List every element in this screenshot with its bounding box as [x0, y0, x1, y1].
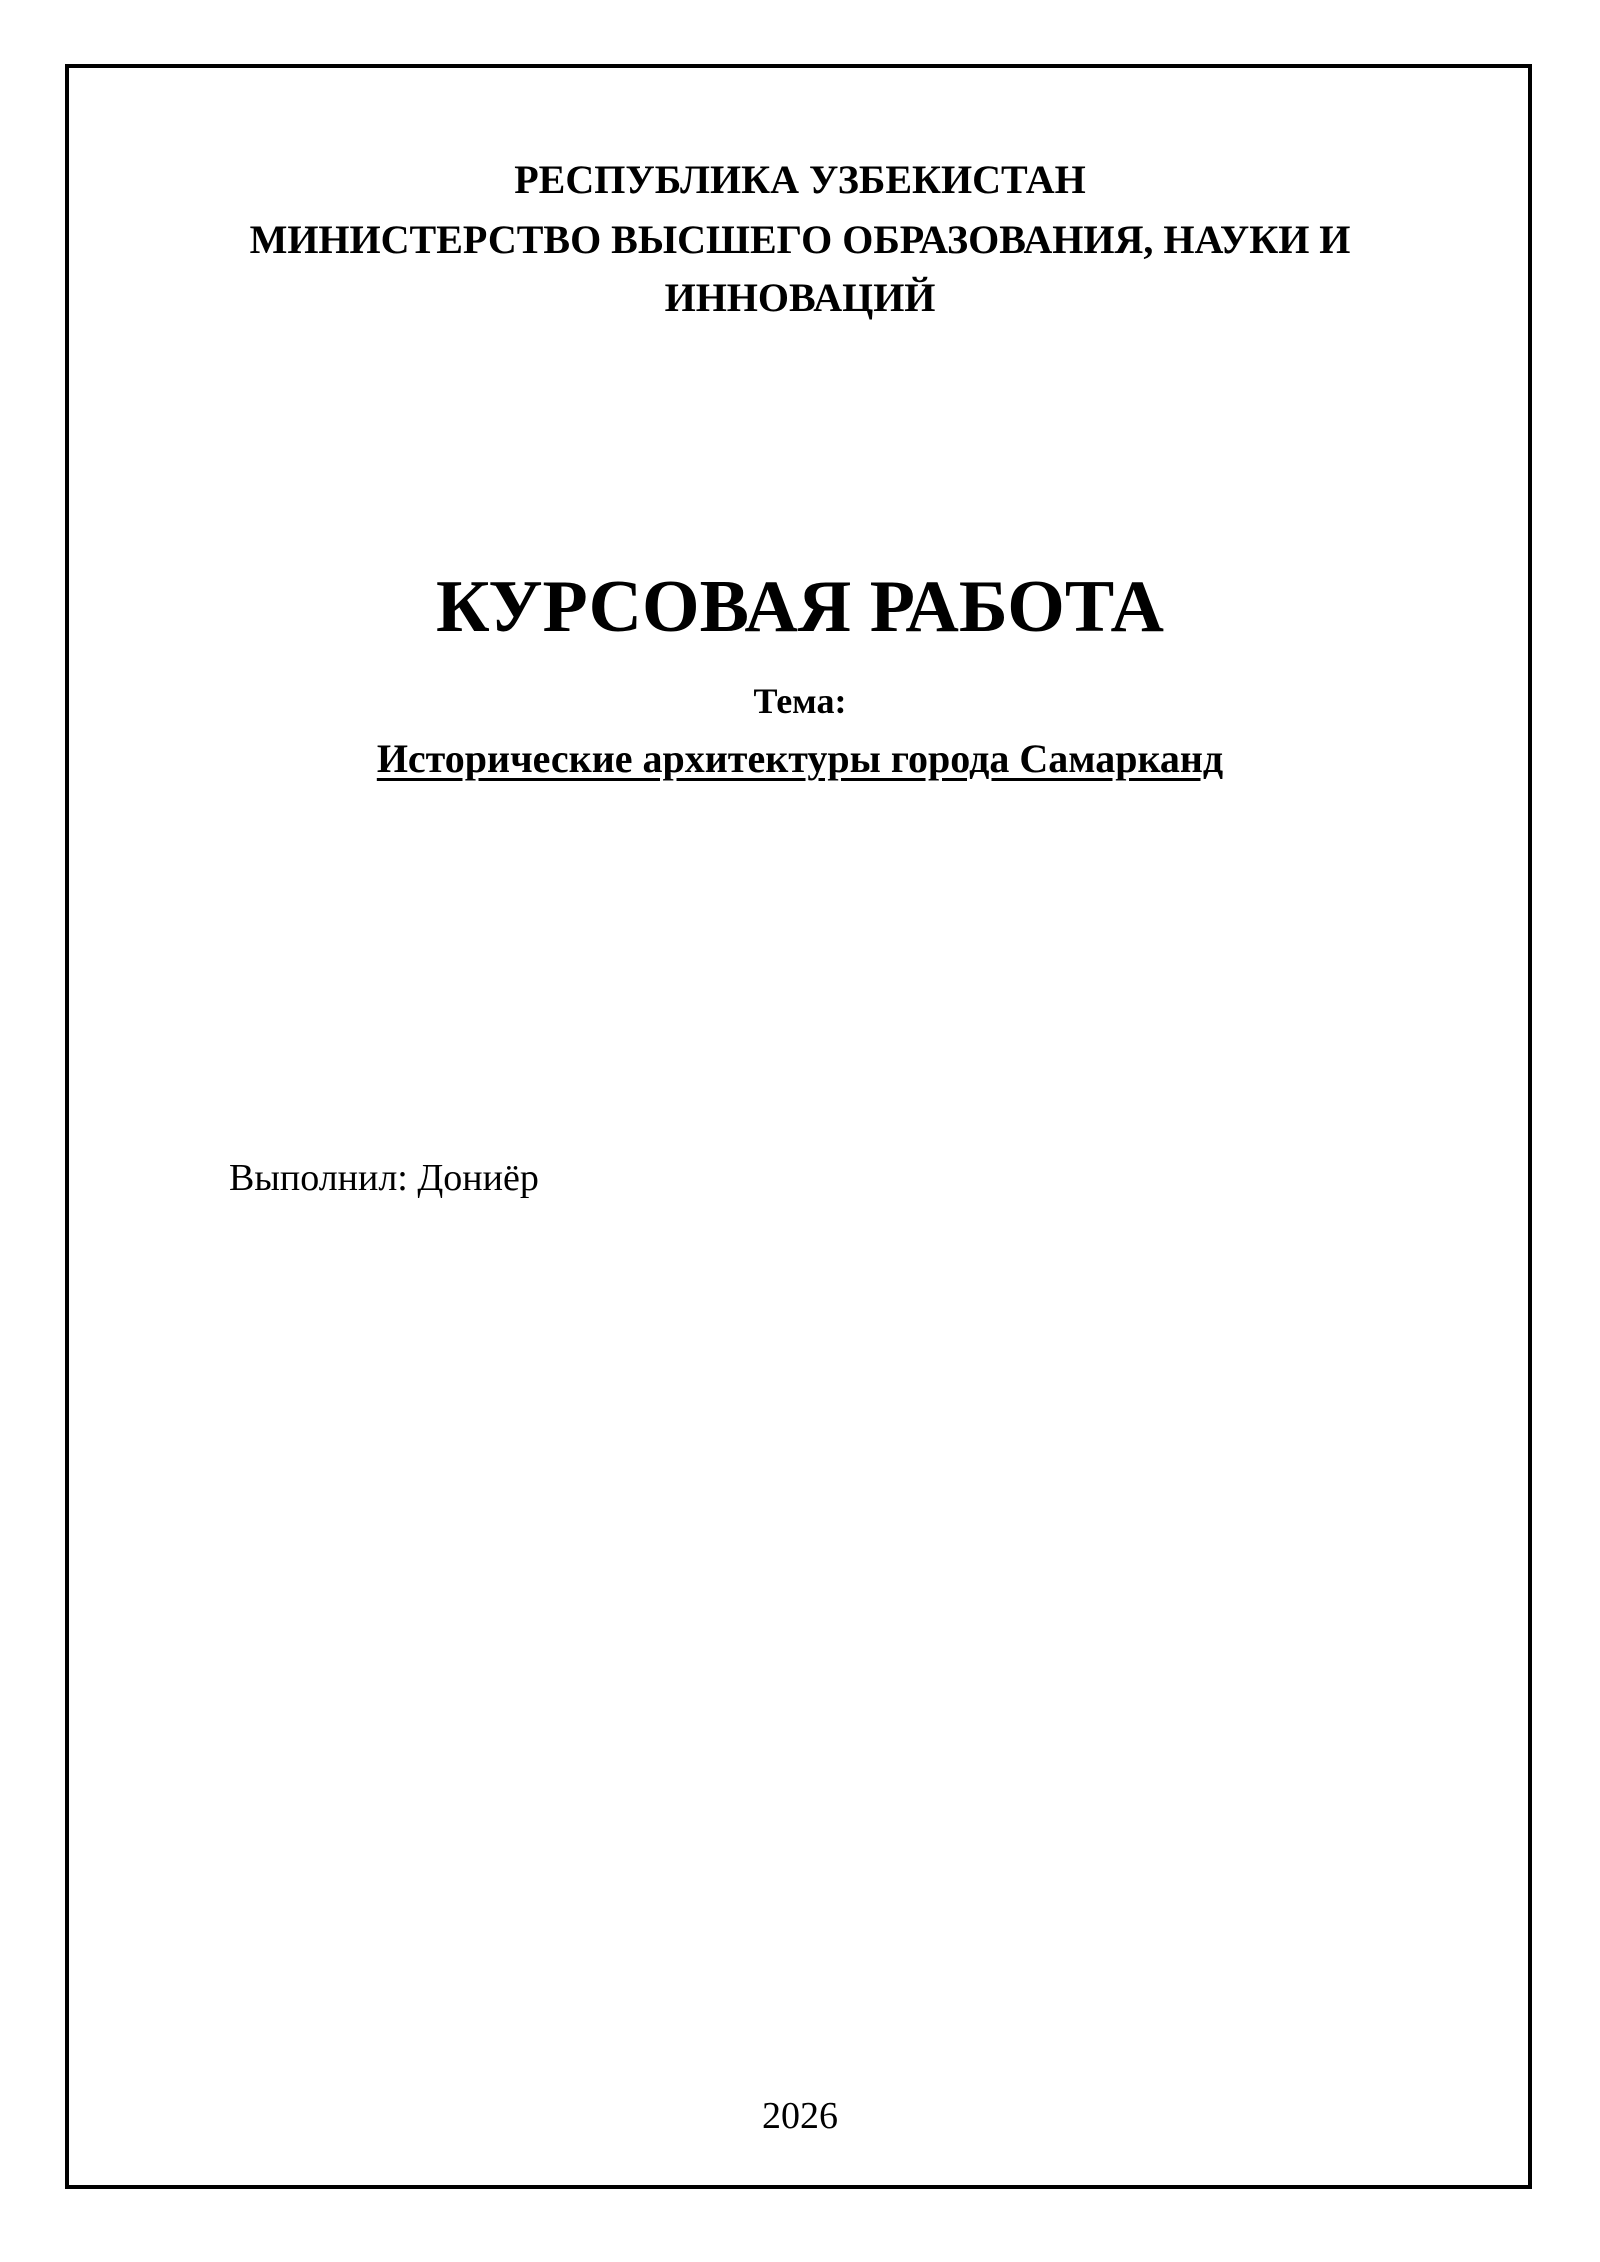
- ministry-heading-line2: ИННОВАЦИЙ: [664, 275, 936, 320]
- ministry-heading-line1: МИНИСТЕРСТВО ВЫСШЕГО ОБРАЗОВАНИЯ, НАУКИ И: [249, 217, 1351, 262]
- country-heading: РЕСПУБЛИКА УЗБЕКИСТАН: [514, 157, 1086, 202]
- topic-text: Исторические архитектуры города Самарканд: [376, 736, 1224, 781]
- document-title: КУРСОВАЯ РАБОТА: [436, 566, 1164, 648]
- topic-container: [0, 731, 1600, 787]
- page-border: [65, 64, 1532, 2189]
- author-line: Выполнил: Дониёр: [229, 1157, 539, 1199]
- year: 2026: [762, 2095, 838, 2137]
- topic-label: Тема:: [753, 681, 847, 721]
